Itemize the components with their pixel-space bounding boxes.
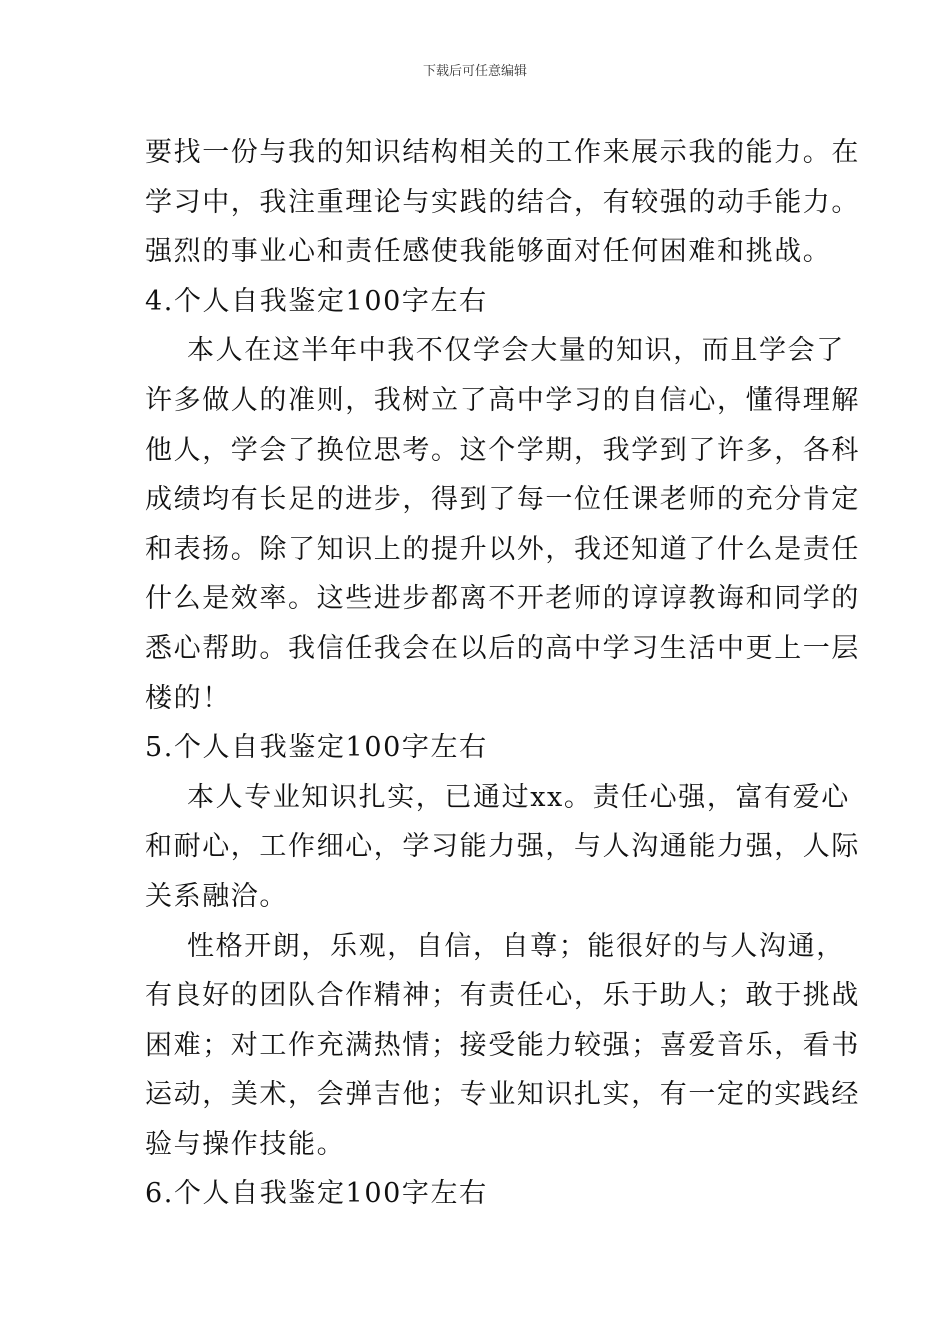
text-line: 和耐心，工作细心，学习能力强，与人沟通能力强，人际 [145, 831, 860, 863]
page-header-note: 下载后可任意编辑 [422, 64, 527, 79]
text-line: 悉心帮助。我信任我会在以后的高中学习生活中更上一层 [145, 632, 860, 664]
text-line: 关系融洽。 [145, 880, 288, 912]
text-line: 什么是效率。这些进步都离不开老师的谆谆教诲和同学的 [145, 583, 860, 615]
text-line: 本人在这半年中我不仅学会大量的知识，而且学会了 [187, 335, 845, 367]
text-line: 验与操作技能。 [145, 1128, 346, 1160]
text-line: 困难；对工作充满热情；接受能力较强；喜爱音乐，看书 [145, 1029, 860, 1061]
text-line: 4.个人自我鉴定100字左右 [145, 285, 488, 317]
text-line: 楼的！ [145, 682, 231, 714]
text-line: 强烈的事业心和责任感使我能够面对任何困难和挑战。 [145, 236, 832, 268]
text-line: 6.个人自我鉴定100字左右 [145, 1178, 488, 1210]
text-line: 运动，美术，会弹吉他；专业知识扎实，有一定的实践经 [145, 1079, 860, 1111]
text-line: 学习中，我注重理论与实践的结合，有较强的动手能力。 [145, 186, 860, 218]
text-line: 性格开朗，乐观，自信，自尊；能很好的与人沟通， [187, 930, 845, 962]
text-line: 要找一份与我的知识结构相关的工作来展示我的能力。在 [145, 137, 860, 168]
text-line: 成绩均有长足的进步，得到了每一位任课老师的充分肯定 [145, 484, 860, 516]
text-line: 本人专业知识扎实，已通过xx。责任心强，富有爱心 [187, 781, 850, 813]
text-line: 他人，学会了换位思考。这个学期，我学到了许多，各科 [145, 434, 860, 466]
text-line: 许多做人的准则，我树立了高中学习的自信心，懂得理解 [145, 384, 860, 416]
text-line: 5.个人自我鉴定100字左右 [145, 732, 488, 764]
document-body [145, 128, 860, 1219]
text-line: 有良好的团队合作精神；有责任心，乐于助人；敢于挑战 [145, 980, 860, 1012]
text-line: 和表扬。除了知识上的提升以外，我还知道了什么是责任 [145, 533, 860, 565]
